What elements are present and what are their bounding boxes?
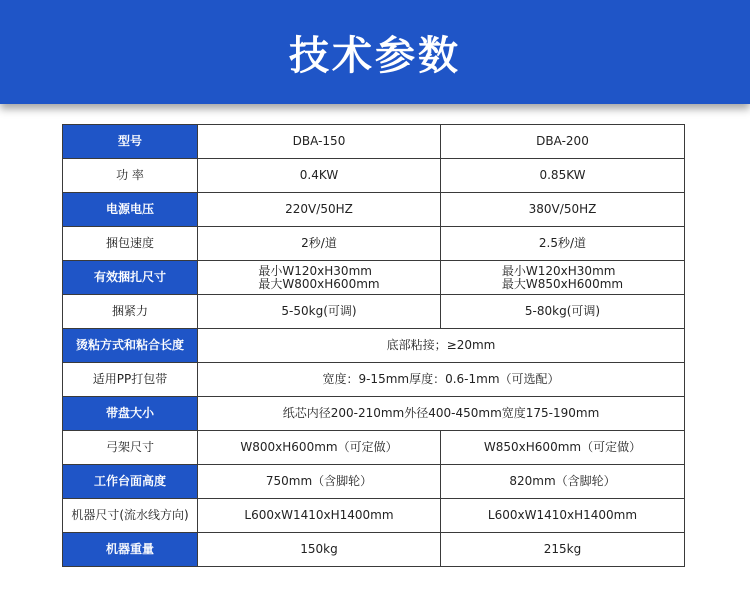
- row-label-weight: 机器重量: [63, 533, 198, 567]
- title-banner: [0, 0, 750, 104]
- table-row-table-height: [63, 465, 685, 499]
- table-row-power: [63, 159, 685, 193]
- strapping-size-dba200-text: [502, 265, 623, 291]
- cell-arch-size-dba200: W850xH600mm（可定做）: [441, 431, 685, 465]
- row-label-arch-size: 弓架尺寸: [63, 431, 198, 465]
- table-row-speed: [63, 227, 685, 261]
- cell-reel-size: 纸芯内径200-210mm外径400-450mm宽度175-190mm: [198, 397, 685, 431]
- strapping-size-dba200-min: 最小W120xH30mm: [501, 263, 616, 278]
- cell-speed-dba150: 2秒/道: [198, 227, 441, 261]
- table-row-strap-type: [63, 363, 685, 397]
- table-row-arch-size: [63, 431, 685, 465]
- row-label-power: 功 率: [63, 159, 198, 193]
- row-label-speed: 捆包速度: [63, 227, 198, 261]
- row-label-sealing: 烫粘方式和粘合长度: [63, 329, 198, 363]
- row-label-strap-type: 适用PP打包带: [63, 363, 198, 397]
- cell-power-dba150: 0.4KW: [198, 159, 441, 193]
- table-row-machine-size: [63, 499, 685, 533]
- cell-table-height-dba200: 820mm（含脚轮）: [441, 465, 685, 499]
- cell-strapping-size-dba150: [198, 261, 441, 295]
- cell-strap-type: 宽度：9-15mm厚度：0.6-1mm（可选配）: [198, 363, 685, 397]
- strapping-size-dba150-min: 最小W120xH30mm: [258, 263, 372, 278]
- cell-power-dba200: 0.85KW: [441, 159, 685, 193]
- cell-voltage-dba150: 220V/50HZ: [198, 193, 441, 227]
- table-row-reel-size: [63, 397, 685, 431]
- row-label-machine-size: 机器尺寸(流水线方向): [63, 499, 198, 533]
- table-row-strapping-size: [63, 261, 685, 295]
- page-title: 技术参数: [289, 32, 461, 79]
- strapping-size-dba150-text: [258, 265, 379, 291]
- cell-machine-size-dba200: L600xW1410xH1400mm: [441, 499, 685, 533]
- strapping-size-dba200-max: 最大W850xH600mm: [501, 276, 624, 291]
- row-label-tension: 捆紧力: [63, 295, 198, 329]
- row-label-strapping-size: 有效捆扎尺寸: [63, 261, 198, 295]
- row-label-reel-size: 带盘大小: [63, 397, 198, 431]
- cell-strapping-size-dba200: [441, 261, 685, 295]
- row-label-voltage: 电源电压: [63, 193, 198, 227]
- cell-tension-dba150: 5-50kg(可调): [198, 295, 441, 329]
- table-row-sealing: [63, 329, 685, 363]
- cell-arch-size-dba150: W800xH600mm（可定做）: [198, 431, 441, 465]
- cell-speed-dba200: 2.5秒/道: [441, 227, 685, 261]
- cell-sealing: 底部粘接；≥20mm: [198, 329, 685, 363]
- table-row-tension: [63, 295, 685, 329]
- table-row-weight: [63, 533, 685, 567]
- spec-table: [62, 124, 685, 567]
- table-row-model: [63, 125, 685, 159]
- cell-weight-dba150: 150kg: [198, 533, 441, 567]
- row-label-model: 型号: [63, 125, 198, 159]
- cell-model-dba150: DBA-150: [198, 125, 441, 159]
- cell-table-height-dba150: 750mm（含脚轮）: [198, 465, 441, 499]
- row-label-table-height: 工作台面高度: [63, 465, 198, 499]
- cell-tension-dba200: 5-80kg(可调): [441, 295, 685, 329]
- cell-machine-size-dba150: L600xW1410xH1400mm: [198, 499, 441, 533]
- strapping-size-dba150-max: 最大W800xH600mm: [258, 276, 380, 291]
- cell-voltage-dba200: 380V/50HZ: [441, 193, 685, 227]
- table-row-voltage: [63, 193, 685, 227]
- cell-weight-dba200: 215kg: [441, 533, 685, 567]
- cell-model-dba200: DBA-200: [441, 125, 685, 159]
